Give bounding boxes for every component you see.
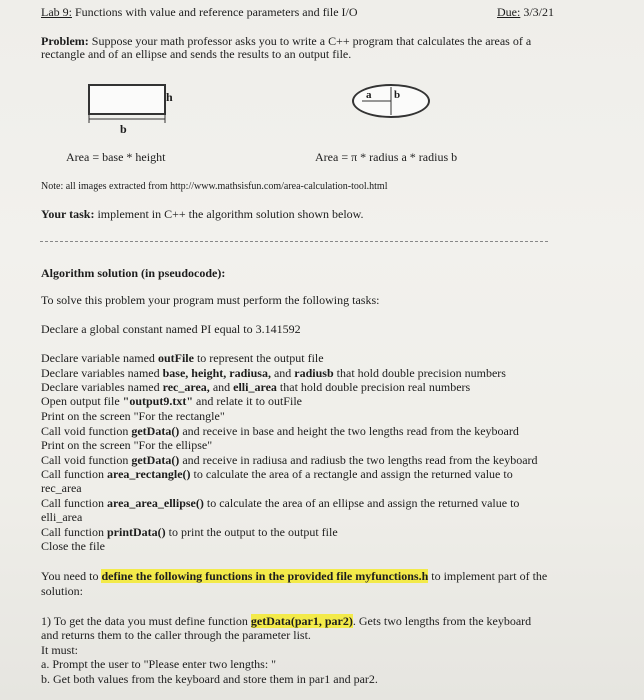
ellipse-formula: Area = π * radius a * radius b <box>315 150 458 164</box>
problem-line-1: Problem: Suppose your math professor asks you to write a C++ program that calculates the areas of a <box>41 34 532 48</box>
ellipse-a-label: a <box>366 89 372 101</box>
need-line-1: You need to define the following functions in the provided file myfunctions.h to implement part of the <box>41 569 548 583</box>
item1-step-a: a. Prompt the user to "Please enter two lengths: " <box>41 657 277 671</box>
item1-must: It must: <box>41 643 79 657</box>
item1-line-1: 1) To get the data you must define function getData(par1, par2). Gets two lengths from the keyboard <box>41 614 532 628</box>
ellipse-b-label: b <box>394 89 401 101</box>
item1-line-2: and returns them to the caller through the parameter list. <box>41 628 311 642</box>
task-line: Your task: implement in C++ the algorithm solution shown below. <box>41 207 364 221</box>
step-printdata: Call function printData() to print the output to the output file <box>41 525 338 539</box>
image-source-note: Note: all images extracted from http://www.mathsisfun.com/area-calculation-tool.html <box>41 181 388 192</box>
step-getdata-ellipse: Call void function getData() and receive in radiusa and radiusb the two lengths read from the keyboard <box>41 453 538 467</box>
rectangle-height-label: h <box>166 90 173 104</box>
declare-pi: Declare a global constant named PI equal to 3.141592 <box>41 322 301 336</box>
problem-line-2: rectangle and of an ellipse and sends the results to an output file. <box>41 47 352 61</box>
lab-title: Lab 9: Functions with value and reference parameters and file I/O <box>41 5 358 19</box>
step-area-rectangle-target: rec_area <box>41 481 82 495</box>
need-line-2: solution: <box>41 584 84 598</box>
step-print-ellipse: Print on the screen "For the ellipse" <box>41 438 213 452</box>
rectangle-formula: Area = base * height <box>66 150 166 164</box>
step-declare-doubles: Declare variables named base, height, radiusa, and radiusb that hold double precision numbers <box>41 366 506 380</box>
step-open-file: Open output file "output9.txt" and relate it to outFile <box>41 394 302 408</box>
step-print-rectangle: Print on the screen "For the rectangle" <box>41 409 225 423</box>
rectangle-base-dimension <box>80 114 176 124</box>
step-getdata-rectangle: Call void function getData() and receive in base and height the two lengths read from the keyboard <box>41 424 519 438</box>
algorithm-heading: Algorithm solution (in pseudocode): <box>41 266 226 280</box>
item1-step-b: b. Get both values from the keyboard and store them in par1 and par2. <box>41 672 378 686</box>
due-date: Due: 3/3/21 <box>497 5 554 19</box>
rectangle-base-label: b <box>120 122 127 136</box>
step-close-file: Close the file <box>41 539 105 553</box>
step-area-ellipse: Call function area_area_ellipse() to calculate the area of an ellipse and assign the returned value to <box>41 496 520 510</box>
step-area-ellipse-target: elli_area <box>41 510 83 524</box>
rectangle-figure <box>88 84 166 115</box>
step-area-rectangle: Call function area_rectangle() to calculate the area of a rectangle and assign the returned value to <box>41 467 513 481</box>
algorithm-intro: To solve this problem your program must perform the following tasks: <box>41 293 380 307</box>
step-declare-areas: Declare variables named rec_area, and elli_area that hold double precision real numbers <box>41 380 471 394</box>
step-declare-outfile: Declare variable named outFile to represent the output file <box>41 351 324 365</box>
dashed-separator <box>40 241 548 242</box>
ellipse-axes <box>352 84 430 118</box>
